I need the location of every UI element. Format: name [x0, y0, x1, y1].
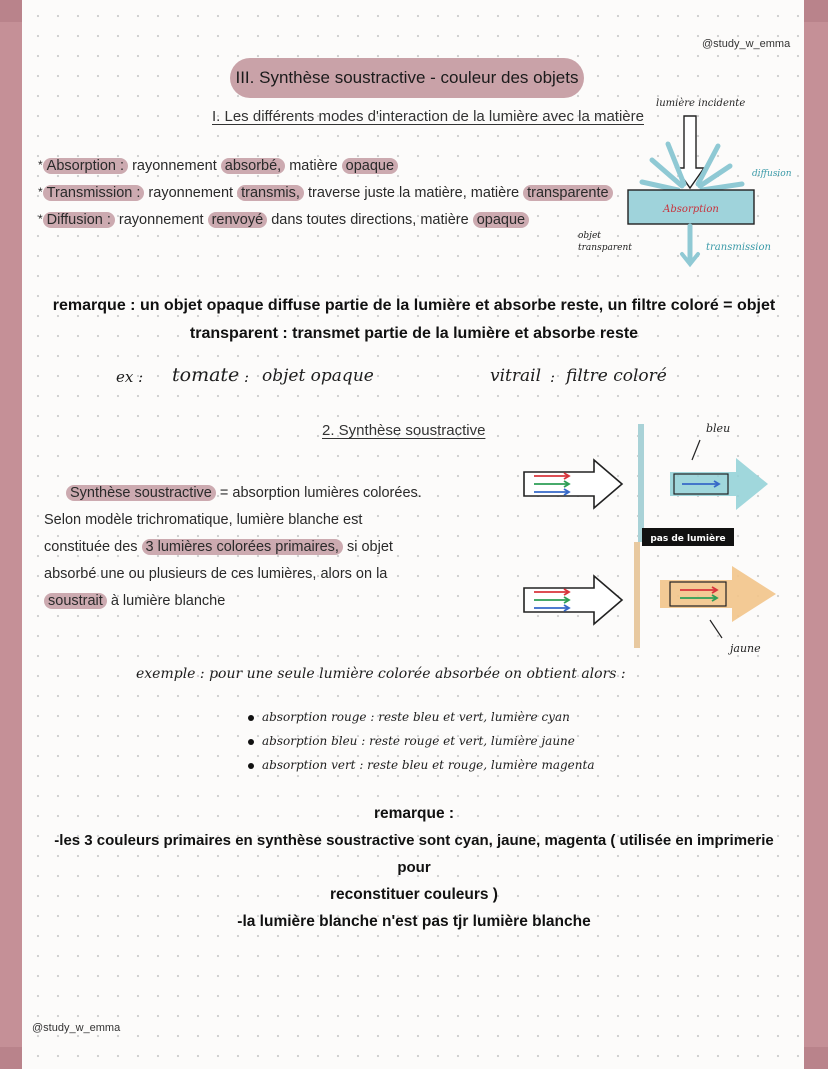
example-label: ex : — [116, 368, 144, 386]
paragraph-line — [44, 480, 422, 507]
text: à lumière blanche — [106, 593, 226, 609]
interaction-absorption — [38, 158, 398, 174]
remark1 — [44, 292, 784, 348]
paragraph-line: absorbé une ou plusieurs de ces lumières, alors on la — [44, 566, 388, 582]
remark1-line1: remarque : un objet opaque diffuse partie de la lumière et absorbe reste, un filtre coloré = objet — [52, 297, 776, 314]
bullet-item — [248, 734, 575, 748]
highlight: opaque — [473, 212, 529, 228]
text: matière — [285, 158, 342, 174]
text: = absorption lumières colorées. — [215, 485, 422, 501]
remark2-line2: reconstituer couleurs ) — [330, 886, 498, 903]
bullet-item — [248, 710, 570, 724]
example-vitrail: vitrail — [490, 366, 542, 386]
paragraph-line: Selon modèle trichromatique, lumière blanche est — [44, 512, 363, 528]
text: constituée des — [44, 539, 142, 555]
section1-subtitle: I. Les différents modes d'interaction de la lumière avec la matière — [212, 108, 644, 125]
rgb-lines-bottom — [534, 589, 569, 611]
text: si objet — [342, 539, 393, 555]
label-jaune: jaune — [730, 642, 761, 655]
highlight: opaque — [342, 158, 398, 174]
term-absorption: Absorption : — [43, 158, 128, 174]
colon: : — [244, 368, 250, 386]
paragraph-line — [44, 588, 422, 615]
page-title: III. Synthèse soustractive - couleur des objets — [230, 58, 584, 98]
pointer-line — [710, 620, 722, 638]
yellow-filter — [634, 542, 640, 648]
highlight: transmis, — [237, 185, 304, 201]
bullet-dot — [248, 739, 254, 745]
remark2-line3: -la lumière blanche n'est pas tjr lumière blanche — [237, 913, 591, 930]
pointer-line — [692, 440, 700, 460]
highlight: transparente — [523, 185, 612, 201]
handle-bottom: @study_w_emma — [32, 1022, 121, 1034]
remark2 — [44, 800, 784, 935]
label-object: objet — [578, 231, 601, 241]
text: dans toutes directions, matière — [267, 212, 473, 228]
example2-intro: exemple : pour une seule lumière colorée absorbée on obtient alors : — [136, 666, 626, 682]
highlight: 3 lumières colorées primaires, — [142, 539, 343, 555]
asterisk: * — [38, 212, 43, 226]
colon: : — [550, 368, 556, 386]
example-objet-opaque: objet opaque — [262, 366, 374, 386]
highlight: renvoyé — [208, 212, 268, 228]
asterisk: * — [38, 185, 43, 199]
remark2-title: remarque : — [373, 805, 455, 822]
label-incident: lumière incidente — [656, 98, 746, 109]
text: rayonnement — [128, 158, 221, 174]
bullet-text: absorption rouge : reste bleu et vert, lumière cyan — [262, 710, 570, 724]
highlight: absorbé, — [221, 158, 285, 174]
handle-top: @study_w_emma — [702, 38, 791, 50]
text: rayonnement — [114, 212, 208, 228]
bullet-item — [248, 758, 594, 772]
remark1-line2: transparent : transmet partie de la lumière et absorbe reste — [189, 325, 639, 342]
asterisk: * — [38, 158, 43, 172]
interaction-transmission — [38, 185, 613, 201]
bullet-dot — [248, 763, 254, 769]
interaction-diffusion — [38, 212, 529, 228]
text: rayonnement — [144, 185, 238, 201]
example-tomate: tomate — [172, 364, 240, 386]
paragraph-line — [44, 534, 422, 561]
highlight: soustrait — [44, 593, 107, 609]
blue-filter — [638, 424, 644, 542]
remark2-line1: -les 3 couleurs primaires en synthèse soustractive sont cyan, jaune, magenta ( utilisée en imprimerie pour — [54, 832, 774, 876]
label-transparent: transparent — [578, 243, 632, 253]
rgb-lines-top — [534, 473, 569, 495]
bullet-text: absorption vert : reste bleu et rouge, lumière magenta — [262, 758, 595, 772]
filter-diagram — [514, 416, 804, 666]
synthese-paragraph — [44, 480, 422, 615]
text: traverse juste la matière, matière — [303, 185, 524, 201]
label-absorption: Absorption — [663, 204, 719, 215]
bullet-dot — [248, 715, 254, 721]
term-synthese: Synthèse soustractive — [66, 485, 216, 501]
term-diffusion: Diffusion : — [43, 212, 115, 228]
interaction-diagram — [570, 90, 800, 270]
label-pas-de-lumiere: pas de lumière — [650, 534, 726, 544]
example-filtre: filtre coloré — [566, 366, 667, 386]
section2-subtitle: 2. Synthèse soustractive — [322, 422, 486, 439]
label-bleu: bleu — [706, 422, 731, 435]
label-diffusion: diffusion — [752, 169, 792, 179]
term-transmission: Transmission : — [43, 185, 145, 201]
label-transmission: transmission — [706, 242, 771, 253]
bullet-text: absorption bleu : reste rouge et vert, lumière jaune — [262, 734, 575, 748]
yellow-arrow — [660, 566, 776, 622]
